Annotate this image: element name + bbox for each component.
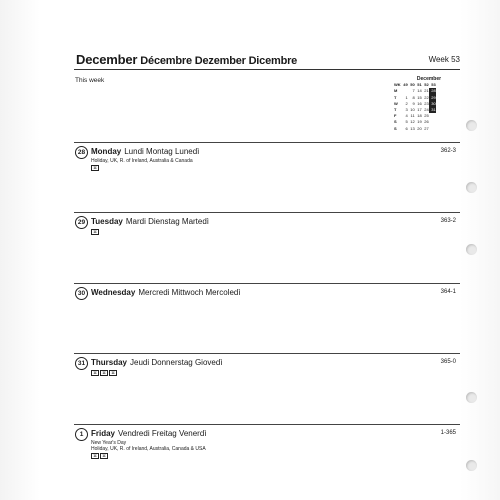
- month-name: December: [76, 52, 138, 67]
- mini-calendar-weekday: M: [394, 88, 398, 94]
- day-rule: [74, 353, 460, 354]
- mini-calendar-date[interactable]: 18: [417, 113, 422, 119]
- day-note: New Year's Day: [91, 440, 127, 446]
- flag-icons: [91, 453, 109, 459]
- mini-calendar-col-header: 52: [424, 82, 429, 88]
- holiday-flag-icon: ⌘: [100, 370, 108, 376]
- mini-calendar-date[interactable]: 25: [424, 113, 429, 119]
- holiday-flag-icon: ⌘: [109, 370, 117, 376]
- day-heading: [91, 358, 223, 367]
- day-of-year-count: 363-2: [440, 218, 456, 224]
- day-heading: [91, 217, 209, 226]
- mini-calendar-date[interactable]: 28: [429, 88, 436, 94]
- day-of-year-count: 1-365: [440, 430, 456, 436]
- day-name: Friday: [91, 429, 116, 438]
- day-number-badge: 29: [75, 216, 88, 229]
- mini-calendar-title: December: [416, 76, 442, 82]
- day-of-year-count: 362-3: [440, 148, 456, 154]
- flag-icons: [91, 229, 100, 235]
- day-number-badge: 1: [75, 428, 88, 441]
- punch-hole: [466, 460, 477, 471]
- mini-calendar-date[interactable]: 20: [417, 125, 422, 131]
- mini-calendar-date[interactable]: 23: [424, 100, 429, 106]
- holiday-flag-icon: ⌘: [91, 229, 99, 235]
- mini-calendar-col-header: 51: [417, 82, 422, 88]
- mini-calendar-date[interactable]: 17: [417, 107, 422, 113]
- day-rule: [74, 142, 460, 143]
- day-translations: Vendredi Freitag Venerdì: [118, 429, 207, 438]
- day-rule: [74, 283, 460, 284]
- mini-calendar-date[interactable]: 24: [424, 107, 429, 113]
- day-section[interactable]: [74, 424, 460, 484]
- mini-calendar-date[interactable]: 31: [429, 107, 436, 113]
- mini-calendar-date[interactable]: 12: [410, 119, 415, 125]
- mini-calendar-weekday: T: [394, 94, 397, 100]
- mini-calendar-date[interactable]: 16: [417, 100, 422, 106]
- mini-calendar-col-header: 49: [403, 82, 408, 88]
- mini-calendar-date[interactable]: 22: [424, 94, 429, 100]
- this-week-label: This week: [75, 77, 105, 84]
- mini-calendar-weekday: S: [394, 119, 397, 125]
- header-rule: [74, 69, 460, 70]
- holiday-flag-icon: ⌘: [100, 453, 108, 459]
- day-of-year-count: 364-1: [440, 289, 456, 295]
- day-name: Monday: [91, 147, 122, 156]
- mini-calendar-col-header: WK: [394, 82, 401, 88]
- day-translations: Jeudi Donnerstag Giovedì: [130, 358, 223, 367]
- mini-calendar-date[interactable]: 26: [424, 119, 429, 125]
- mini-calendar-col-header: 53: [431, 82, 436, 88]
- mini-calendar-date[interactable]: [429, 126, 436, 132]
- mini-calendar-date[interactable]: 21: [424, 88, 429, 94]
- mini-calendar-date[interactable]: 2: [405, 100, 408, 106]
- mini-calendar-weekday: W: [394, 100, 398, 106]
- day-rule: [74, 212, 460, 213]
- mini-calendar-date[interactable]: 19: [417, 119, 422, 125]
- mini-calendar-date[interactable]: 30: [429, 101, 436, 107]
- week-label: Week 53: [428, 55, 460, 64]
- day-translations: Lundi Montag Lunedì: [124, 147, 200, 156]
- mini-calendar-col-header: 50: [410, 82, 415, 88]
- mini-calendar-date[interactable]: 9: [412, 100, 415, 106]
- day-note: Holiday, UK, R. of Ireland, Australia, Canada & USA: [91, 446, 206, 452]
- day-name: Tuesday: [91, 217, 123, 226]
- ring-binder-holes: [466, 120, 478, 500]
- day-section[interactable]: [74, 142, 460, 202]
- mini-calendar-date[interactable]: 3: [405, 107, 408, 113]
- mini-calendar-date[interactable]: 10: [410, 107, 415, 113]
- flag-icons: [91, 165, 100, 171]
- mini-calendar-weekday: T: [394, 107, 397, 113]
- flag-icons: [91, 370, 118, 376]
- page-header: [74, 50, 460, 70]
- day-of-year-count: 365-0: [440, 359, 456, 365]
- punch-hole: [466, 392, 477, 403]
- mini-calendar-row: [394, 126, 436, 132]
- mini-calendar-date[interactable]: 27: [424, 125, 429, 131]
- day-translations: Mercredi Mittwoch Mercoledì: [138, 288, 241, 297]
- punch-hole: [466, 182, 477, 193]
- day-name: Thursday: [91, 358, 128, 367]
- day-number-badge: 28: [75, 146, 88, 159]
- punch-hole: [466, 120, 477, 131]
- punch-hole: [466, 244, 477, 255]
- month-translations: Décembre Dezember Dicembre: [140, 55, 298, 67]
- mini-calendar-date[interactable]: 11: [410, 113, 415, 119]
- day-number-badge: 30: [75, 287, 88, 300]
- mini-calendar-date[interactable]: 4: [405, 113, 408, 119]
- day-number-badge: 31: [75, 357, 88, 370]
- mini-calendar-weekday: F: [394, 113, 397, 119]
- mini-calendar-date[interactable]: 14: [417, 88, 422, 94]
- mini-calendar: [394, 76, 450, 132]
- day-note: Holiday, UK, R. of Ireland, Australia & Canada: [91, 158, 193, 164]
- mini-calendar-date[interactable]: 7: [412, 88, 415, 94]
- mini-calendar-date[interactable]: 15: [417, 94, 422, 100]
- day-section[interactable]: [74, 283, 460, 343]
- holiday-flag-icon: ⌘: [91, 453, 99, 459]
- mini-calendar-date[interactable]: 29: [429, 95, 436, 101]
- day-section[interactable]: [74, 353, 460, 413]
- holiday-flag-icon: ⌘: [91, 370, 99, 376]
- day-name: Wednesday: [91, 288, 136, 297]
- mini-calendar-date[interactable]: 13: [410, 125, 415, 131]
- day-heading: [91, 429, 207, 438]
- mini-calendar-date[interactable]: 5: [405, 119, 408, 125]
- day-section[interactable]: [74, 212, 460, 272]
- mini-calendar-grid: [394, 82, 436, 132]
- mini-calendar-weekday: S: [394, 125, 397, 131]
- day-heading: [91, 147, 199, 156]
- day-rule: [74, 424, 460, 425]
- mini-calendar-date[interactable]: 1: [405, 94, 408, 100]
- day-heading: [91, 288, 241, 297]
- month-title: [76, 52, 297, 67]
- holiday-flag-icon: ⌘: [91, 165, 99, 171]
- day-translations: Mardi Dienstag Martedì: [125, 217, 210, 226]
- mini-calendar-date[interactable]: 6: [405, 125, 408, 131]
- mini-calendar-date[interactable]: 8: [412, 94, 415, 100]
